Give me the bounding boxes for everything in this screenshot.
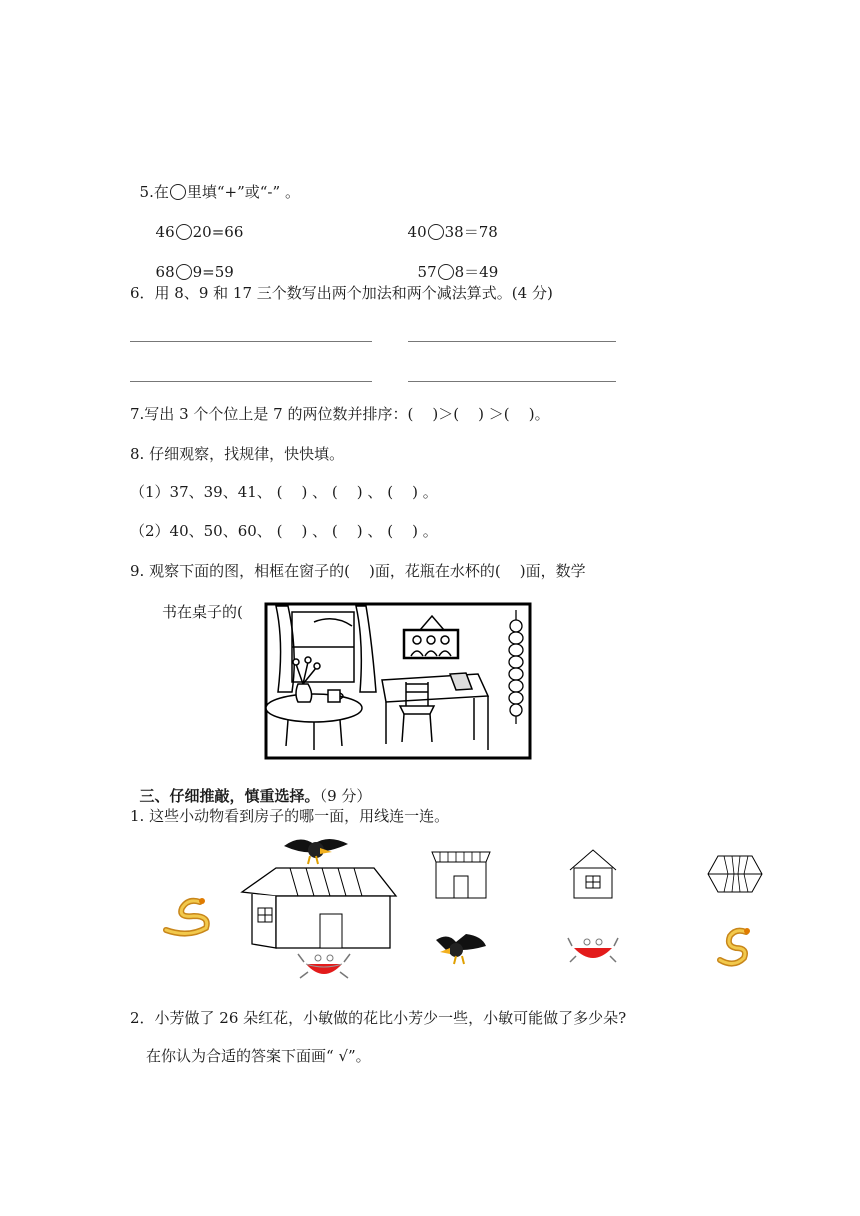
- s3-q2-text: 2．小芳做了 26 朵红花，小敏做的花比小芳少一些，小敏可能做了多少朵?: [130, 1009, 627, 1027]
- snake-icon[interactable]: [714, 924, 754, 968]
- circle-icon: [170, 184, 186, 200]
- q5-item-3: 68 9=59: [155, 263, 234, 281]
- snake-icon: [158, 892, 214, 938]
- s3-q2-text-2: 在你认为合适的答案下面画“ √”。: [146, 1047, 371, 1065]
- house-side-view-icon[interactable]: [566, 846, 620, 900]
- answer-line[interactable]: [408, 381, 616, 382]
- q9-text: 9. 观察下面的图，相框在窗子的( )面，花瓶在水杯的( )面，数学: [130, 562, 586, 580]
- crab-icon[interactable]: [566, 930, 620, 966]
- q9-text-2: 书在桌子的(: [162, 603, 243, 621]
- section-3-heading: 三、仔细推敲，慎重选择。（9 分）: [139, 787, 372, 805]
- s3-q1-text: 1. 这些小动物看到房子的哪一面，用线连一连。: [130, 807, 450, 825]
- answer-line[interactable]: [130, 381, 372, 382]
- house-top-view-icon[interactable]: [704, 850, 766, 898]
- circle-icon[interactable]: [428, 224, 444, 240]
- circle-icon[interactable]: [438, 264, 454, 280]
- circle-icon[interactable]: [176, 264, 192, 280]
- circle-icon[interactable]: [176, 224, 192, 240]
- q5-item-4: 57 8＝49: [417, 263, 499, 281]
- q6-text: 6．用 8、9 和 17 三个数写出两个加法和两个减法算式。(4 分): [130, 284, 553, 302]
- q5-item-1: 46 20=66: [155, 223, 244, 241]
- q5-item-2: 40 38＝78: [407, 223, 498, 241]
- hanging-ornament-icon: [509, 610, 523, 724]
- bird-icon[interactable]: [432, 930, 490, 966]
- room-picture: [264, 602, 532, 760]
- house-icon: [238, 864, 400, 950]
- q8-text: 8. 仔细观察，找规律，快快填。: [130, 445, 345, 463]
- answer-line[interactable]: [408, 341, 616, 342]
- q8-row-2: （2）40、50、60、 ( ) 、 ( ) 、 ( ) 。: [130, 522, 438, 540]
- house-front-view-icon[interactable]: [428, 846, 494, 900]
- answer-line[interactable]: [130, 341, 372, 342]
- q5-title: 5.在 里填“+”或“-” 。: [139, 183, 300, 201]
- q7-text: 7.写出 3 个个位上是 7 的两位数并排序：( )＞( ) ＞( )。: [130, 405, 550, 423]
- q8-row-1: （1）37、39、41、 ( ) 、 ( ) 、 ( ) 。: [130, 483, 438, 501]
- crab-icon: [296, 948, 352, 982]
- bird-icon: [280, 830, 352, 866]
